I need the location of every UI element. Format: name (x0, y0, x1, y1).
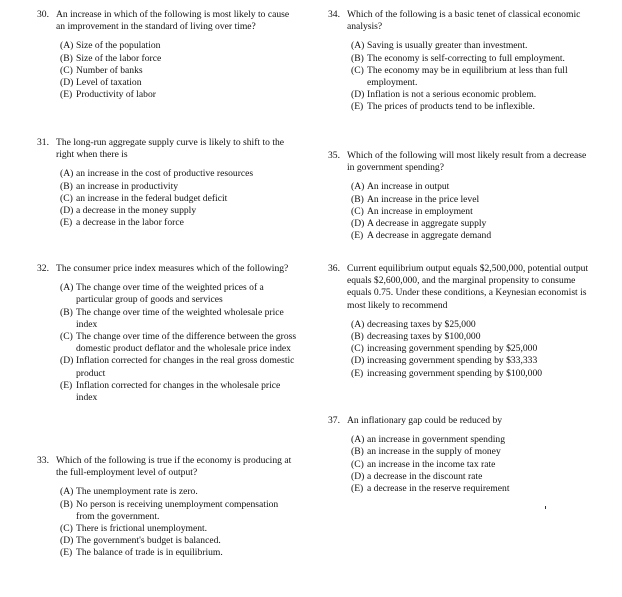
choice-text: Size of the population (76, 40, 161, 52)
answer-choice (351, 206, 590, 218)
choice-text: An increase in output (367, 181, 450, 193)
choice-letter: (C) (351, 343, 364, 355)
choice-letter: (A) (60, 40, 74, 52)
choice-text: an increase in the supply of money (367, 446, 501, 458)
choice-text: The change over time of the weighted wholesale price index (76, 306, 284, 330)
choice-letter: (A) (351, 181, 365, 193)
question-number: 37. (328, 415, 340, 426)
choice-text: An increase in employment (367, 205, 473, 217)
answer-choices (328, 40, 590, 113)
choice-letter: (E) (60, 547, 73, 559)
question-number: 30. (37, 9, 49, 20)
question-stem (328, 415, 590, 427)
choice-letter: (E) (60, 379, 73, 391)
choice-text: an increase in the cost of productive resources (76, 168, 254, 180)
choice-text: Inflation corrected for changes in the real gross domestic product (76, 355, 295, 379)
answer-choice (351, 218, 590, 230)
answer-choice (60, 499, 299, 523)
choice-letter: (D) (60, 77, 74, 89)
choice-text: Number of banks (76, 64, 143, 76)
answer-choice (351, 331, 590, 343)
question-text: Current equilibrium output equals $2,500,000, potential output equals $2,600,000, and the marginal propensity to consume equals 0.75. Under these conditions, a Keynesian economist is most likely to recommend (347, 263, 589, 311)
choice-letter: (B) (60, 180, 73, 192)
choice-text: There is frictional unemployment. (76, 523, 208, 535)
question-number: 36. (328, 263, 340, 274)
choice-letter: (E) (351, 483, 364, 495)
choice-letter: (D) (60, 205, 74, 217)
question-number: 32. (37, 263, 49, 274)
choice-text: Inflation is not a serious economic problem. (367, 89, 537, 101)
answer-choice (60, 331, 299, 355)
choice-letter: (A) (60, 168, 74, 180)
choice-letter: (D) (351, 89, 365, 101)
answer-choice (60, 168, 299, 180)
question-text: Which of the following is true if the economy is producing at the full-employment level of output? (56, 455, 292, 479)
answer-choice (351, 101, 590, 113)
choice-letter: (C) (60, 64, 73, 76)
answer-choices (328, 434, 590, 495)
choice-letter: (E) (351, 101, 364, 113)
answer-choice (60, 205, 299, 217)
question-number: 35. (328, 150, 340, 161)
answer-choice (351, 230, 590, 242)
choice-letter: (B) (60, 52, 73, 64)
answer-choice (351, 319, 590, 331)
choice-text: Level of taxation (76, 77, 142, 89)
answer-choice (351, 40, 590, 52)
choice-text: an increase in the income tax rate (367, 458, 496, 470)
question-text: An inflationary gap could be reduced by (347, 415, 503, 426)
answer-choice (60, 53, 299, 65)
choice-letter: (D) (351, 470, 365, 482)
question-34 (328, 9, 590, 114)
choice-text: Saving is usually greater than investment. (367, 40, 528, 52)
choice-letter: (C) (60, 331, 73, 343)
question-stem (328, 150, 590, 174)
choice-letter: (C) (351, 458, 364, 470)
choice-letter: (B) (351, 193, 364, 205)
answer-choice (60, 65, 299, 77)
question-stem (37, 263, 299, 275)
answer-choice (60, 193, 299, 205)
choice-text: The economy is self-correcting to full employment. (367, 52, 565, 64)
question-text: The consumer price index measures which of the following? (56, 263, 289, 274)
choice-letter: (B) (60, 306, 73, 318)
choice-text: The unemployment rate is zero. (76, 486, 198, 498)
choice-letter: (C) (60, 523, 73, 535)
choice-letter: (D) (60, 355, 74, 367)
choice-text: a decrease in the reserve requirement (367, 483, 510, 495)
choice-text: The economy may be in equilibrium at less than full employment. (367, 64, 568, 89)
choice-letter: (D) (60, 535, 74, 547)
choice-text: The change over time of the weighted prices of a particular group of goods and services (76, 282, 264, 306)
question-number: 34. (328, 9, 340, 20)
answer-choice (351, 459, 590, 471)
choice-text: an increase in government spending (367, 434, 505, 446)
answer-choice (60, 77, 299, 89)
answer-choice (60, 282, 299, 306)
answer-choice (60, 547, 299, 559)
question-text: The long-run aggregate supply curve is likely to shift to the right when there is (56, 137, 285, 161)
choice-text: Inflation corrected for changes in the wholesale price index (76, 379, 281, 404)
question-31 (37, 137, 299, 229)
answer-choice (60, 181, 299, 193)
answer-choice (60, 535, 299, 547)
answer-choice (351, 434, 590, 446)
choice-letter: (C) (351, 64, 364, 76)
answer-choice (60, 307, 299, 331)
question-32 (37, 263, 299, 404)
answer-choice (351, 446, 590, 458)
choice-text: increasing government spending by $100,000 (367, 367, 543, 379)
choice-text: an increase in the federal budget deficit (76, 192, 228, 204)
choice-text: a decrease in the discount rate (367, 470, 483, 482)
question-number: 33. (37, 455, 49, 466)
question-33 (37, 455, 299, 560)
choice-text: Size of the labor force (76, 52, 162, 64)
choice-text: The change over time of the difference between the gross domestic product deflator and the wholesale price index (76, 331, 297, 355)
choice-text: An increase in the price level (367, 193, 480, 205)
choice-text: a decrease in the labor force (76, 217, 184, 229)
question-30 (37, 9, 299, 101)
choice-text: A decrease in aggregate demand (367, 230, 492, 242)
choice-letter: (B) (60, 498, 73, 510)
choice-text: A decrease in aggregate supply (367, 218, 487, 230)
choice-text: The balance of trade is in equilibrium. (76, 547, 223, 559)
choice-text: Productivity of labor (76, 89, 156, 101)
answer-choice (351, 368, 590, 380)
answer-choice (60, 486, 299, 498)
question-stem (37, 137, 299, 161)
answer-choice (351, 355, 590, 367)
answer-choice (351, 181, 590, 193)
choice-letter: (B) (351, 446, 364, 458)
choice-letter: (B) (351, 331, 364, 343)
answer-choice (60, 523, 299, 535)
answer-choice (60, 355, 299, 379)
question-stem (328, 263, 590, 312)
stray-mark (545, 506, 546, 509)
answer-choice (351, 89, 590, 101)
question-text: An increase in which of the following is most likely to cause an improvement in the standard of living over time? (56, 9, 290, 33)
answer-choices (328, 319, 590, 380)
question-stem (328, 9, 590, 33)
question-text: Which of the following is a basic tenet of classical economic analysis? (347, 9, 581, 33)
choice-letter: (A) (60, 486, 74, 498)
question-36 (328, 263, 590, 380)
choice-text: decreasing taxes by $25,000 (367, 318, 476, 330)
choice-text: increasing government spending by $33,333 (367, 355, 538, 367)
answer-choice (60, 217, 299, 229)
choice-text: decreasing taxes by $100,000 (367, 331, 481, 343)
choice-text: increasing government spending by $25,000 (367, 343, 538, 355)
choice-text: a decrease in the money supply (76, 205, 197, 217)
answer-choice (351, 194, 590, 206)
choice-text: No person is receiving unemployment compensation from the government. (76, 498, 279, 522)
question-stem (37, 9, 299, 33)
choice-letter: (A) (351, 434, 365, 446)
choice-letter: (E) (60, 217, 73, 229)
choice-text: The government's budget is balanced. (76, 535, 221, 547)
choice-text: The prices of products tend to be inflexible. (367, 101, 535, 113)
choice-letter: (E) (60, 89, 73, 101)
answer-choice (60, 40, 299, 52)
answer-choice (60, 380, 299, 404)
answer-choices (37, 40, 299, 101)
answer-choice (351, 471, 590, 483)
choice-letter: (E) (351, 230, 364, 242)
answer-choice (351, 53, 590, 65)
answer-choices (328, 181, 590, 242)
question-text: Which of the following will most likely result from a decrease in government spending? (347, 150, 587, 174)
question-stem (37, 455, 299, 479)
answer-choices (37, 168, 299, 229)
question-37 (328, 415, 590, 495)
question-number: 31. (37, 137, 49, 148)
choice-letter: (A) (351, 40, 365, 52)
answer-choice (351, 483, 590, 495)
choice-letter: (B) (351, 52, 364, 64)
answer-choices (37, 282, 299, 404)
choice-letter: (C) (351, 205, 364, 217)
question-35 (328, 150, 590, 242)
choice-letter: (D) (351, 355, 365, 367)
answer-choices (37, 486, 299, 559)
choice-letter: (A) (60, 282, 74, 294)
answer-choice (60, 89, 299, 101)
answer-choice (351, 65, 590, 89)
choice-letter: (C) (60, 192, 73, 204)
choice-letter: (E) (351, 367, 364, 379)
choice-letter: (A) (351, 318, 365, 330)
choice-text: an increase in productivity (76, 180, 179, 192)
answer-choice (351, 343, 590, 355)
choice-letter: (D) (351, 218, 365, 230)
